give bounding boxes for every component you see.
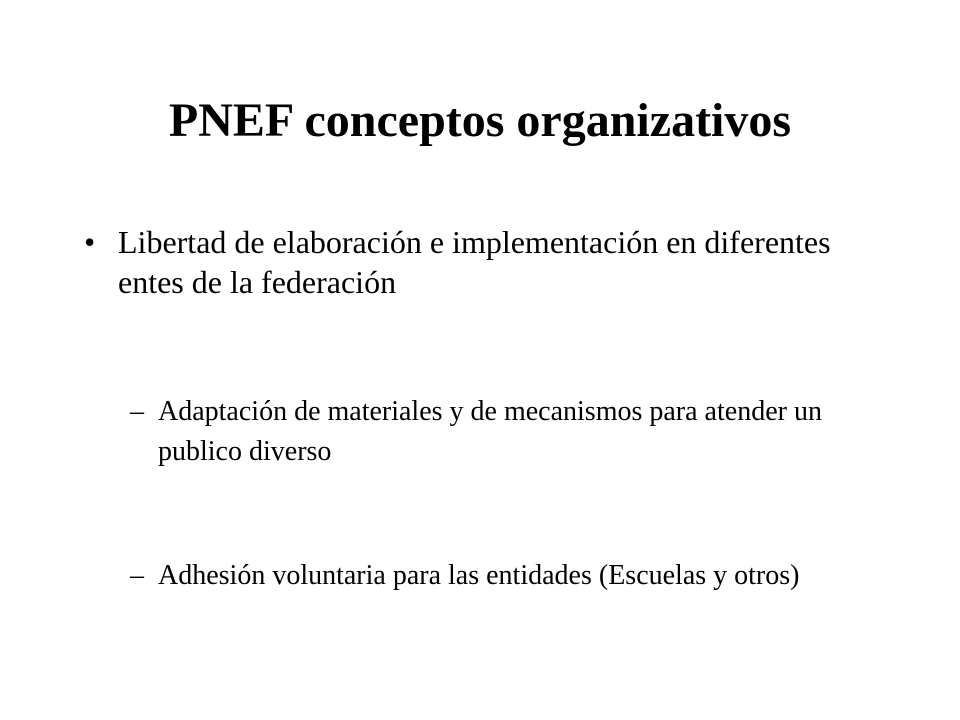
sub-bullet-item [130, 392, 878, 472]
bullet-text: Libertad de elaboración e implementación en diferentes entes de la federación [118, 224, 831, 300]
slide-title: PNEF conceptos organizativos [168, 94, 792, 147]
sub-bullet-marker: – [130, 396, 144, 427]
bullet-marker: • [84, 224, 96, 260]
sub-bullet-marker: – [130, 560, 144, 591]
bullet-item [84, 222, 878, 302]
bullet-list [0, 222, 960, 302]
sub-bullet-item [130, 556, 878, 596]
sub-bullet-text: Adhesión voluntaria para las entidades (Escuelas y otros) [158, 560, 800, 591]
sub-bullet-text: Adaptación de materiales y de mecanismos para atender un publico diverso [158, 396, 822, 467]
